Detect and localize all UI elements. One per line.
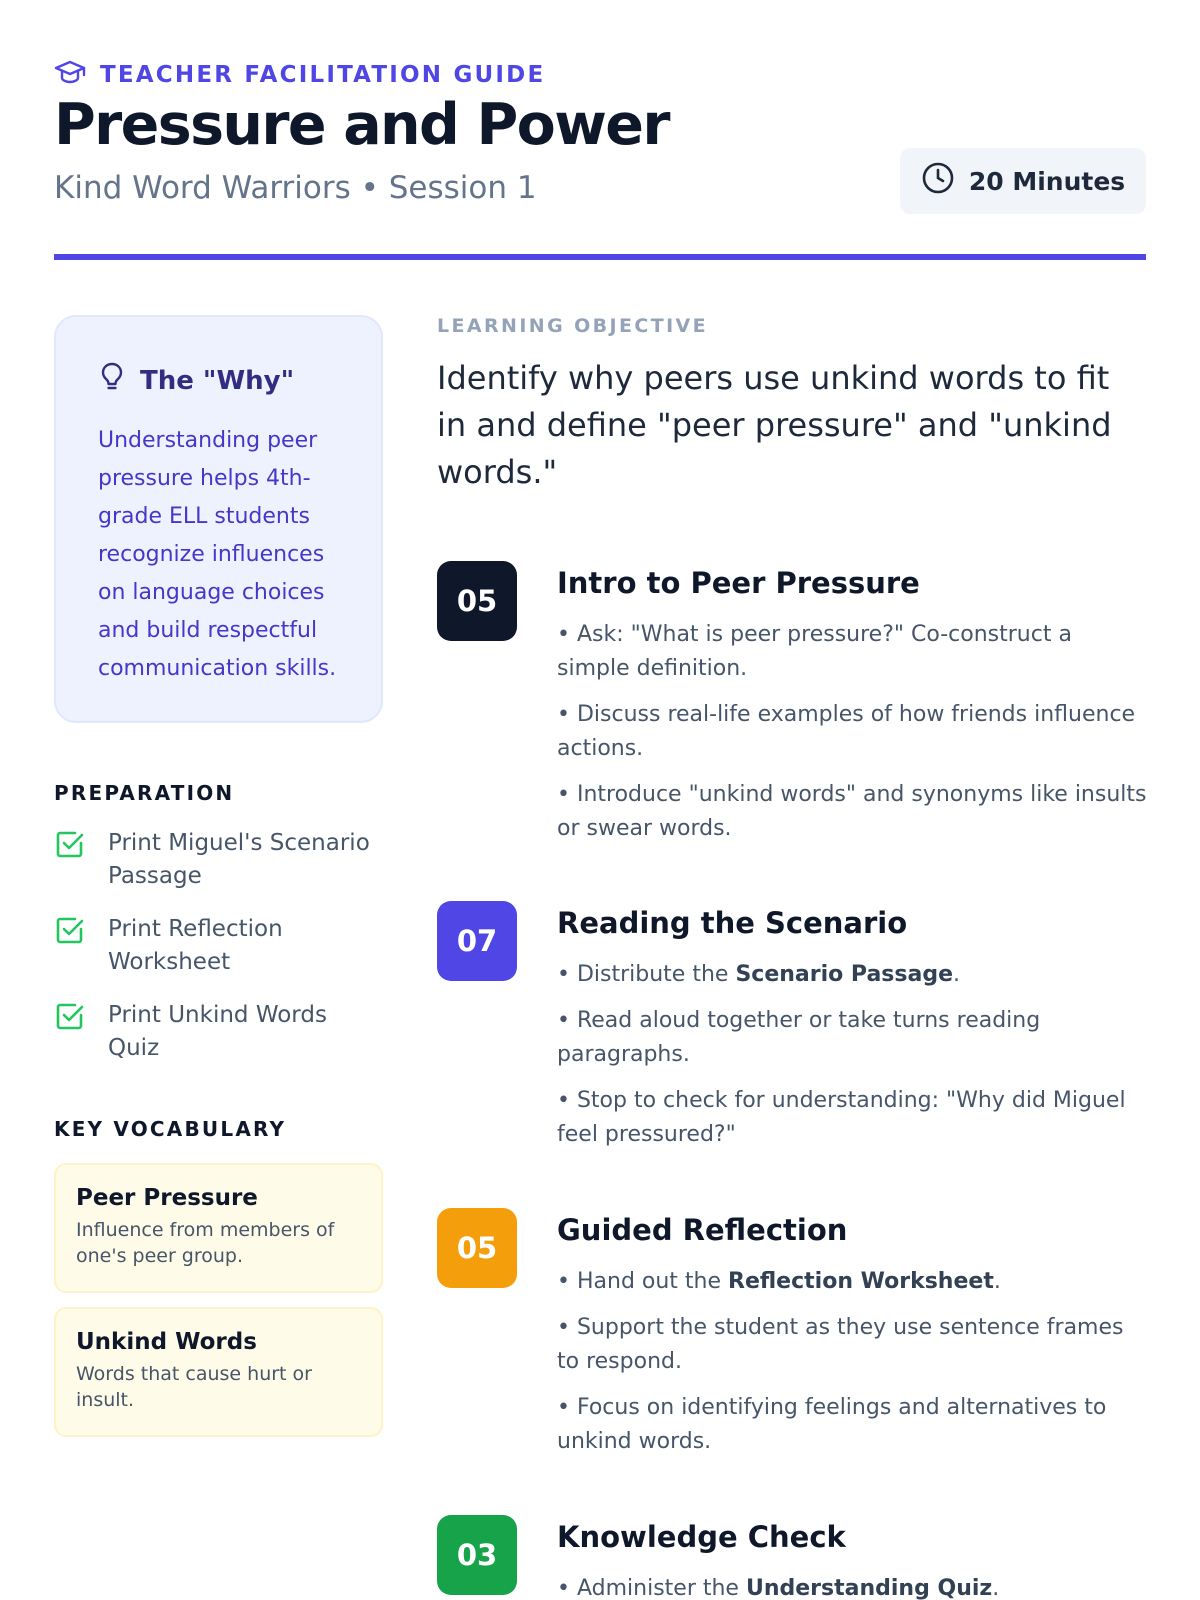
eyebrow: [54, 56, 545, 94]
step-bullet: • Distribute the Scenario Passage.: [557, 962, 960, 987]
checkbox-checked-icon: [54, 828, 86, 860]
guide-header: [54, 0, 1146, 260]
checkbox-checked-icon: [54, 1000, 86, 1032]
step-bullet: • Hand out the Reflection Worksheet.: [557, 1269, 1001, 1294]
step-body: [557, 906, 1149, 1164]
vocabulary-label: KEY VOCABULARY: [54, 1117, 287, 1141]
step-body: [557, 566, 1149, 858]
step-bullet: • Introduce "unkind words" and synonyms like insults or swear words.: [557, 782, 1147, 841]
duration-badge: [900, 148, 1146, 214]
why-card: [54, 315, 383, 723]
step-title: Intro to Peer Pressure: [557, 566, 920, 600]
eyebrow-text: TEACHER FACILITATION GUIDE: [100, 62, 546, 88]
step-bullet: • Ask: "What is peer pressure?" Co-construct a simple definition.: [557, 622, 1072, 681]
step-body: [557, 1213, 1149, 1471]
step-title: Reading the Scenario: [557, 906, 908, 940]
vocabulary-definition: Words that cause hurt or insult.: [76, 1363, 312, 1411]
duration-text: 20 Minutes: [968, 166, 1126, 196]
preparation-item: [54, 999, 383, 1065]
step-bullet: • Read aloud together or take turns reading paragraphs.: [557, 1008, 1041, 1067]
step-bullet: • Stop to check for understanding: "Why did Miguel feel pressured?": [557, 1088, 1126, 1147]
step-body: [557, 1520, 1149, 1600]
main-column: [437, 315, 1147, 1600]
objective-label: LEARNING OBJECTIVE: [437, 315, 709, 337]
page-subtitle: Kind Word Warriors • Session 1: [54, 170, 537, 206]
lightbulb-icon: [98, 361, 126, 400]
vocabulary-definition: Influence from members of one's peer group.: [76, 1219, 335, 1267]
step-bullet: • Administer the Understanding Quiz.: [557, 1576, 1000, 1600]
step-bullet: • Focus on identifying feelings and alternatives to unkind words.: [557, 1395, 1107, 1454]
vocabulary-term: Unkind Words: [76, 1329, 257, 1355]
step-title: Knowledge Check: [557, 1520, 846, 1554]
step-bullets: [557, 1265, 1149, 1459]
preparation-item-label: Print Miguel's Scenario Passage: [108, 830, 370, 889]
step-bullets: [557, 958, 1149, 1152]
step-bullets: [557, 1572, 1149, 1600]
checkbox-checked-icon: [54, 914, 86, 946]
step-bullet: • Discuss real-life examples of how friends influence actions.: [557, 702, 1136, 761]
step-minutes-badge: 05: [437, 1208, 517, 1288]
graduation-cap-icon: [54, 56, 86, 94]
step-minutes-badge: 03: [437, 1515, 517, 1595]
preparation-item: [54, 827, 383, 893]
step-title: Guided Reflection: [557, 1213, 848, 1247]
vocabulary-term: Peer Pressure: [76, 1185, 258, 1211]
page-title: Pressure and Power: [54, 92, 669, 158]
step-bullet: • Support the student as they use sentence frames to respond.: [557, 1315, 1124, 1374]
objective-text: Identify why peers use unkind words to fit in and define "peer pressure" and "unkind words.": [437, 359, 1112, 491]
step-bullets: [557, 618, 1149, 846]
vocabulary-card: [54, 1163, 383, 1293]
sidebar-column: [54, 315, 383, 1437]
preparation-label: PREPARATION: [54, 781, 235, 805]
vocabulary-card: [54, 1307, 383, 1437]
step-minutes-badge: 05: [437, 561, 517, 641]
step-minutes-badge: 07: [437, 901, 517, 981]
preparation-item: [54, 913, 383, 979]
why-title: The "Why": [140, 365, 295, 396]
preparation-item-label: Print Reflection Worksheet: [108, 916, 283, 975]
clock-icon: [921, 161, 955, 201]
preparation-list: [54, 827, 383, 1065]
preparation-item-label: Print Unkind Words Quiz: [108, 1002, 327, 1061]
why-heading: [98, 361, 343, 400]
why-text: Understanding peer pressure helps 4th-grade ELL students recognize influences on language choices and build respectful communication skills.: [98, 428, 337, 681]
